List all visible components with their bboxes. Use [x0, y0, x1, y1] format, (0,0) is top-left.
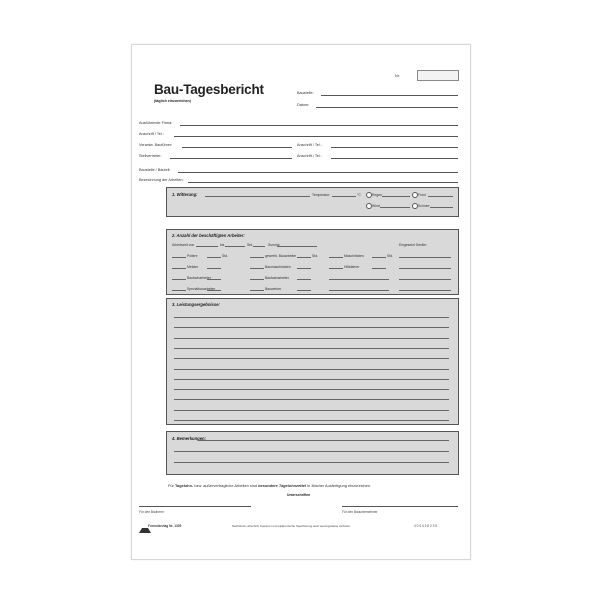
arbeitszeit-von-line[interactable]	[196, 246, 218, 247]
col1-count-line[interactable]	[172, 257, 186, 258]
frost-line[interactable]	[428, 196, 453, 197]
temperatur-line[interactable]	[332, 196, 356, 197]
col1-hours-line[interactable]	[207, 290, 221, 291]
anschrift2-label: Anschrift / Tel.:	[297, 143, 322, 147]
form-sheet	[131, 44, 471, 560]
bauteil-line[interactable]	[178, 172, 458, 173]
section-bemerkungen	[166, 431, 459, 475]
sig-left-line[interactable]	[139, 506, 251, 507]
leistung-writing-line[interactable]	[174, 317, 449, 318]
bis-label: bis	[220, 243, 225, 247]
datum-line[interactable]	[316, 107, 458, 108]
col2-count-line[interactable]	[250, 268, 264, 269]
form-title: Bau-Tagesbericht	[154, 82, 264, 97]
regen-label: Regen	[372, 193, 382, 197]
note-bold2: besondere Tagelohnzettel	[258, 483, 307, 488]
anschrift1-label: Anschrift / Tel.:	[139, 132, 164, 136]
nr-label: Nr.	[395, 74, 400, 78]
col2-row-label: Baumaschinisten	[265, 265, 291, 269]
bemerkungen-writing-line[interactable]	[174, 451, 449, 452]
baustelle-label: Baustelle:	[297, 91, 314, 95]
witterung-line[interactable]	[205, 196, 310, 197]
col2-hours-line[interactable]	[297, 257, 311, 258]
section-leistung	[166, 298, 459, 425]
col1-row-label: Spezialbauarbeiter	[187, 287, 216, 291]
summe-line[interactable]	[277, 246, 317, 247]
col1-count-line[interactable]	[172, 268, 186, 269]
col2-row-label: Baufacharbeiter	[265, 276, 289, 280]
leistung-writing-line[interactable]	[174, 369, 449, 370]
leistung-writing-line[interactable]	[174, 420, 449, 421]
note-pre: Für	[168, 483, 174, 488]
col2-hours-line[interactable]	[297, 279, 311, 280]
col1-row-label: Meister	[187, 265, 199, 269]
section-witterung	[166, 187, 459, 217]
bauleiter-label: Verantw. Bauführer:	[139, 143, 173, 147]
col2-row-label: Bauwerker	[265, 287, 282, 291]
geraete-line[interactable]	[399, 290, 451, 291]
note-post: in 3facher Ausfertigung einzureichen.	[307, 483, 372, 488]
anschrift1-line[interactable]	[174, 136, 458, 137]
leistung-writing-line[interactable]	[174, 348, 449, 349]
firma-line[interactable]	[180, 125, 458, 126]
leistung-writing-line[interactable]	[174, 399, 449, 400]
baustelle-line[interactable]	[321, 95, 458, 96]
summe-label: Summe	[268, 243, 280, 247]
form-subtitle: (täglich einzureichen)	[154, 99, 191, 103]
brand-label: Formularvlag Nr. 1305	[148, 524, 182, 528]
col2-unit: Std.	[312, 254, 319, 258]
nr-field[interactable]	[417, 70, 459, 81]
col2-row-label: gewerbl. Bauarbeiter	[265, 254, 297, 258]
col2-hours-line[interactable]	[297, 290, 311, 291]
sig-right-line[interactable]	[342, 506, 458, 507]
temperatur-label: Temperatur:	[312, 193, 331, 197]
arbeiten-line[interactable]	[188, 182, 458, 183]
col3-extra-line[interactable]	[329, 279, 389, 280]
std-line[interactable]	[253, 246, 265, 247]
geraete-line[interactable]	[399, 268, 451, 269]
firma-label: Ausführende Firma:	[139, 121, 173, 125]
wind-label: Wind	[372, 204, 380, 208]
col3-row-label: Hilfsfahrer	[344, 265, 360, 269]
regen-line[interactable]	[382, 196, 410, 197]
leistung-title: 3. Leistungsergebnisse:	[172, 302, 220, 307]
col3-extra-line[interactable]	[329, 290, 389, 291]
bemerkungen-title: 4. Bemerkungen:	[172, 436, 206, 441]
leistung-writing-line[interactable]	[174, 358, 449, 359]
col2-count-line[interactable]	[250, 290, 264, 291]
leistung-writing-line[interactable]	[174, 379, 449, 380]
leistung-writing-line[interactable]	[174, 338, 449, 339]
arbeiten-label: Bezeichnung der Arbeiten:	[139, 178, 184, 182]
col1-count-line[interactable]	[172, 290, 186, 291]
bauteil-label: Baustelle / Bauteil:	[139, 168, 171, 172]
arbeitszeit-label: Arbeitszeit von	[172, 243, 195, 247]
col3-count-line[interactable]	[329, 257, 343, 258]
col1-hours-line[interactable]	[207, 257, 221, 258]
datum-label: Datum:	[297, 103, 310, 107]
col3-count-line[interactable]	[329, 268, 343, 269]
leistung-writing-line[interactable]	[174, 327, 449, 328]
col3-hours-line[interactable]	[372, 257, 386, 258]
schnee-line[interactable]	[430, 207, 453, 208]
legal-note: Nachdruck, Abschrift, Kopieren und elektronische Speicherung auch auszugsweise verboten	[232, 524, 351, 528]
wind-line[interactable]	[380, 207, 410, 208]
col1-unit: Std.	[222, 254, 229, 258]
geraete-line[interactable]	[399, 257, 451, 258]
leistung-writing-line[interactable]	[174, 410, 449, 411]
stellvertreter-line[interactable]	[170, 158, 292, 159]
col1-row-label: Poliere	[187, 254, 198, 258]
col3-row-label: Maschinisten	[344, 254, 364, 258]
col3-unit: Std.	[387, 254, 394, 258]
barcode-number: 4 0 0 4 3 6 2 3 5	[414, 524, 438, 528]
eingesetzt-label: Eingesetzt Geräte:	[399, 243, 428, 247]
note-mid: bzw. außervertragliche Arbeiten sind	[194, 483, 258, 488]
anschrift3-line[interactable]	[331, 158, 458, 159]
col2-count-line[interactable]	[250, 279, 264, 280]
note-bold1: Tagelohn-	[174, 483, 194, 488]
sig-right-label: Für den Bauunternehmer	[342, 510, 378, 514]
schnee-label: Schnee	[418, 204, 430, 208]
anschrift3-label: Anschrift / Tel.:	[297, 154, 322, 158]
sig-left-label: Für den Bauherrn	[139, 510, 164, 514]
anschrift2-line[interactable]	[331, 147, 458, 148]
witterung-title: 1. Witterung:	[172, 192, 198, 197]
stellvertreter-label: Stellvertreter:	[139, 154, 162, 158]
std-label: Std.	[247, 243, 254, 247]
arbeiter-title: 2. Anzahl der beschäftigten Arbeiter:	[172, 233, 245, 238]
celsius-unit: °C	[357, 193, 361, 197]
unterschriften-label: Unterschriften	[287, 493, 311, 497]
leistung-writing-line[interactable]	[174, 389, 449, 390]
bauleiter-line[interactable]	[182, 147, 292, 148]
tagelohn-note	[168, 483, 371, 488]
col1-hours-line[interactable]	[207, 279, 221, 280]
section-arbeiter	[166, 229, 459, 295]
geraete-line[interactable]	[399, 279, 451, 280]
bemerkungen-writing-line[interactable]	[174, 462, 449, 463]
col1-row-label: Baufacharbeiter	[187, 276, 211, 280]
col2-count-line[interactable]	[250, 257, 264, 258]
bemerkungen-writing-line[interactable]	[199, 440, 449, 441]
bis-line[interactable]	[225, 246, 245, 247]
col1-count-line[interactable]	[172, 279, 186, 280]
col1-hours-line[interactable]	[207, 268, 221, 269]
col3-hours-line[interactable]	[372, 268, 386, 269]
frost-label: Frost	[418, 193, 426, 197]
col2-hours-line[interactable]	[297, 268, 311, 269]
